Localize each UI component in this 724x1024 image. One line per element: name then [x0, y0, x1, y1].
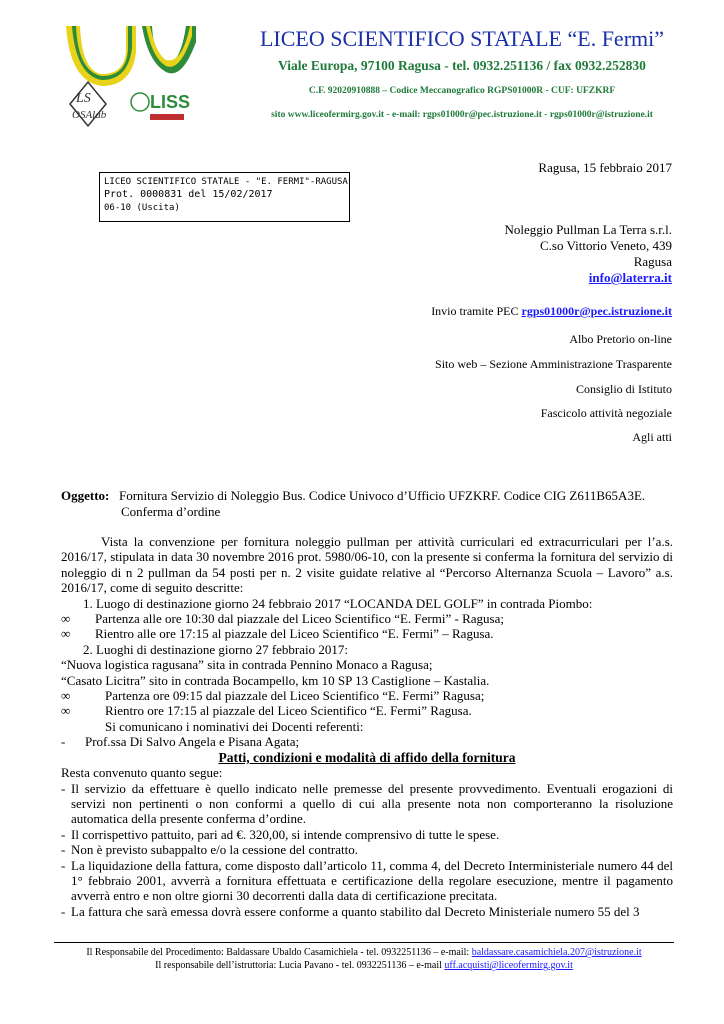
logo-osa-text: OSAlab	[72, 109, 107, 121]
list-item	[61, 904, 673, 919]
teachers-names: Prof.ssa Di Salvo Angela e Pisana Agata;	[85, 734, 300, 750]
condition-text: Il corrispettivo pattuito, pari ad €. 320,00, si intende comprensivo di tutte le spese.	[71, 826, 500, 842]
footer-line-1	[54, 946, 674, 959]
copy-recipient: Albo Pretorio on-line	[569, 332, 672, 346]
departure-2: Partenza ore 09:15 dal piazzale del Liceo Scientifico “E. Fermi” Ragusa;	[105, 688, 485, 704]
pec-line	[431, 304, 672, 319]
subject-line1: Fornitura Servizio di Noleggio Bus. Codice Univoco d’Ufficio UFZKRF. Codice CIG Z611B65A3E.	[119, 488, 646, 503]
condition-text: Non è previsto subappalto e/o la cessione del contratto.	[71, 842, 359, 858]
protocol-stamp	[99, 172, 350, 222]
list-item	[61, 781, 673, 827]
infinity-bullet-icon: ∞	[61, 611, 71, 627]
subject-line2: Conferma d’ordine	[121, 504, 221, 519]
protocol-number: Prot. 0000831 del 15/02/2017	[104, 189, 273, 201]
pec-label: Invio tramite PEC	[431, 304, 522, 318]
teachers-intro: Si comunicano i nominativi dei Docenti referenti:	[105, 718, 364, 734]
condition-text: Il servizio da effettuare è quello indicato nelle premesse del presente provvedimento. Eventuali erogazioni di servizi non pertinenti o non conformi a quello di cui alla presente nota non comporteranno la risoluzione automatica della presente conferma d’ordine.	[71, 780, 673, 827]
copy-recipient: Fascicolo attività negoziale	[540, 406, 672, 420]
conditions-intro: Resta convenuto quanto segue:	[61, 765, 223, 781]
list-item	[61, 842, 673, 857]
conditions-title: Patti, condizioni e modalità di affido della fornitura	[218, 749, 516, 765]
dash-bullet: -	[61, 826, 66, 842]
logo-liss-text: LISS	[150, 92, 191, 112]
recipient-name: Noleggio Pullman La Terra s.r.l.	[504, 222, 672, 237]
infinity-bullet-icon: ∞	[61, 626, 71, 642]
infinity-bullet-icon: ∞	[61, 688, 71, 704]
copy-recipient: Agli atti	[632, 430, 672, 444]
recipient-city: Ragusa	[633, 254, 672, 269]
pec-email-link[interactable]: rgps01000r@pec.istruzione.it	[521, 304, 672, 318]
school-address: Viale Europa, 97100 Ragusa - tel. 0932.251136 / fax 0932.252830	[278, 58, 646, 73]
footer-line-2	[54, 959, 674, 972]
list-item	[61, 827, 673, 842]
school-codes: C.F. 92020910888 – Codice Meccanografico RGPS01000R - CUF: UFZKRF	[308, 86, 616, 96]
return-1: Rientro alle ore 17:15 al piazzale del Liceo Scientifico “E. Fermi” – Ragusa.	[95, 626, 494, 642]
destination-item-2: 2. Luoghi di destinazione giorno 27 febbraio 2017:	[83, 641, 349, 657]
school-logo	[62, 22, 202, 134]
departure-1: Partenza alle ore 10:30 dal piazzale del Liceo Scientifico “E. Fermi” - Ragusa;	[95, 611, 504, 627]
destination-item-1: 1. Luogo di destinazione giorno 24 febbraio 2017 “LOCANDA DEL GOLF” in contrada Piombo:	[83, 595, 593, 611]
list-item	[61, 703, 673, 718]
footer-officer-email[interactable]: uff.acquisti@liceofermirg.gov.it	[444, 960, 573, 971]
dash-bullet: -	[61, 780, 66, 796]
subject-label: Oggetto:	[61, 488, 110, 503]
place-b: “Casato Licitra” sito in contrada Bocampello, km 10 SP 13 Castiglione – Kastalia.	[61, 672, 490, 688]
page-footer	[54, 942, 674, 972]
copy-recipient: Sito web – Sezione Amministrazione Trasparente	[435, 357, 672, 371]
recipient-email-link[interactable]: info@laterra.it	[588, 270, 672, 285]
protocol-school: LICEO SCIENTIFICO STATALE - "E. FERMI"-RAGUSA	[104, 177, 348, 187]
school-website-line: sito www.liceofermirg.gov.it - e-mail: rgps01000r@pec.istruzione.it - rgps01000r@istruzione.it	[271, 110, 653, 120]
dash-bullet: -	[61, 857, 66, 873]
return-2: Rientro ore 17:15 al piazzale del Liceo Scientifico “E. Fermi” Ragusa.	[105, 703, 472, 719]
list-item	[61, 688, 673, 703]
protocol-class: 06-10 (Uscita)	[104, 202, 180, 213]
dash-bullet: -	[61, 842, 66, 858]
logo-ls-text: LS	[76, 91, 91, 106]
place-a: “Nuova logistica ragusana” sita in contrada Pennino Monaco a Ragusa;	[61, 657, 433, 673]
list-item	[61, 611, 673, 626]
copy-recipient: Consiglio di Istituto	[575, 382, 672, 396]
dash-bullet: -	[61, 903, 66, 919]
letter-date: Ragusa, 15 febbraio 2017	[538, 160, 672, 175]
footer-manager-email[interactable]: baldassare.casamichiela.207@istruzione.it	[471, 947, 642, 958]
letter-body	[61, 534, 673, 919]
school-title: LICEO SCIENTIFICO STATALE “E. Fermi”	[259, 26, 665, 51]
list-item	[61, 858, 673, 904]
recipient-street: C.so Vittorio Veneto, 439	[540, 238, 672, 253]
dash-bullet: -	[61, 734, 66, 750]
footer-officer-text: Il responsabile dell’istruttoria: Lucia Pavano - tel. 0932251136 – e-mail	[155, 960, 445, 971]
infinity-bullet-icon: ∞	[61, 703, 71, 719]
list-item	[61, 734, 673, 749]
list-item	[61, 626, 673, 641]
condition-text: La fattura che sarà emessa dovrà essere conforme a quanto stabilito dal Decreto Ministeriale numero 55 del 3	[71, 903, 640, 919]
condition-text: La liquidazione della fattura, come disposto dall’articolo 11, comma 4, del Decreto Interministeriale numero 44 del 1° febbraio 2001, avverrà a fornitura effettuata e certificazione della regolare esecuzione, mentre il pagamento avverrà entro e non oltre giorni 30 decorrenti dalla data di certificazione precitata.	[71, 857, 673, 904]
recipient-email-line	[589, 270, 672, 286]
intro-paragraph: Vista la convenzione per fornitura noleggio pullman per attività curriculari ed extracurriculari per l’a.s. 2016/17, stipulata in data 30 novembre 2016 prot. 5980/06-10, con la presente si conferma la fornitura del servizio di noleggio di n 2 pullman da 54 posti per n. 2 visite guidate relative al “Percorso Alternanza Scuola – Lavoro” a.s. 2016/17, come di seguito descritte:	[61, 534, 673, 596]
footer-manager-text: Il Responsabile del Procedimento: Baldassare Ubaldo Casamichiela - tel. 0932251136 – e-mail:	[86, 947, 472, 958]
subject-block	[61, 488, 681, 520]
